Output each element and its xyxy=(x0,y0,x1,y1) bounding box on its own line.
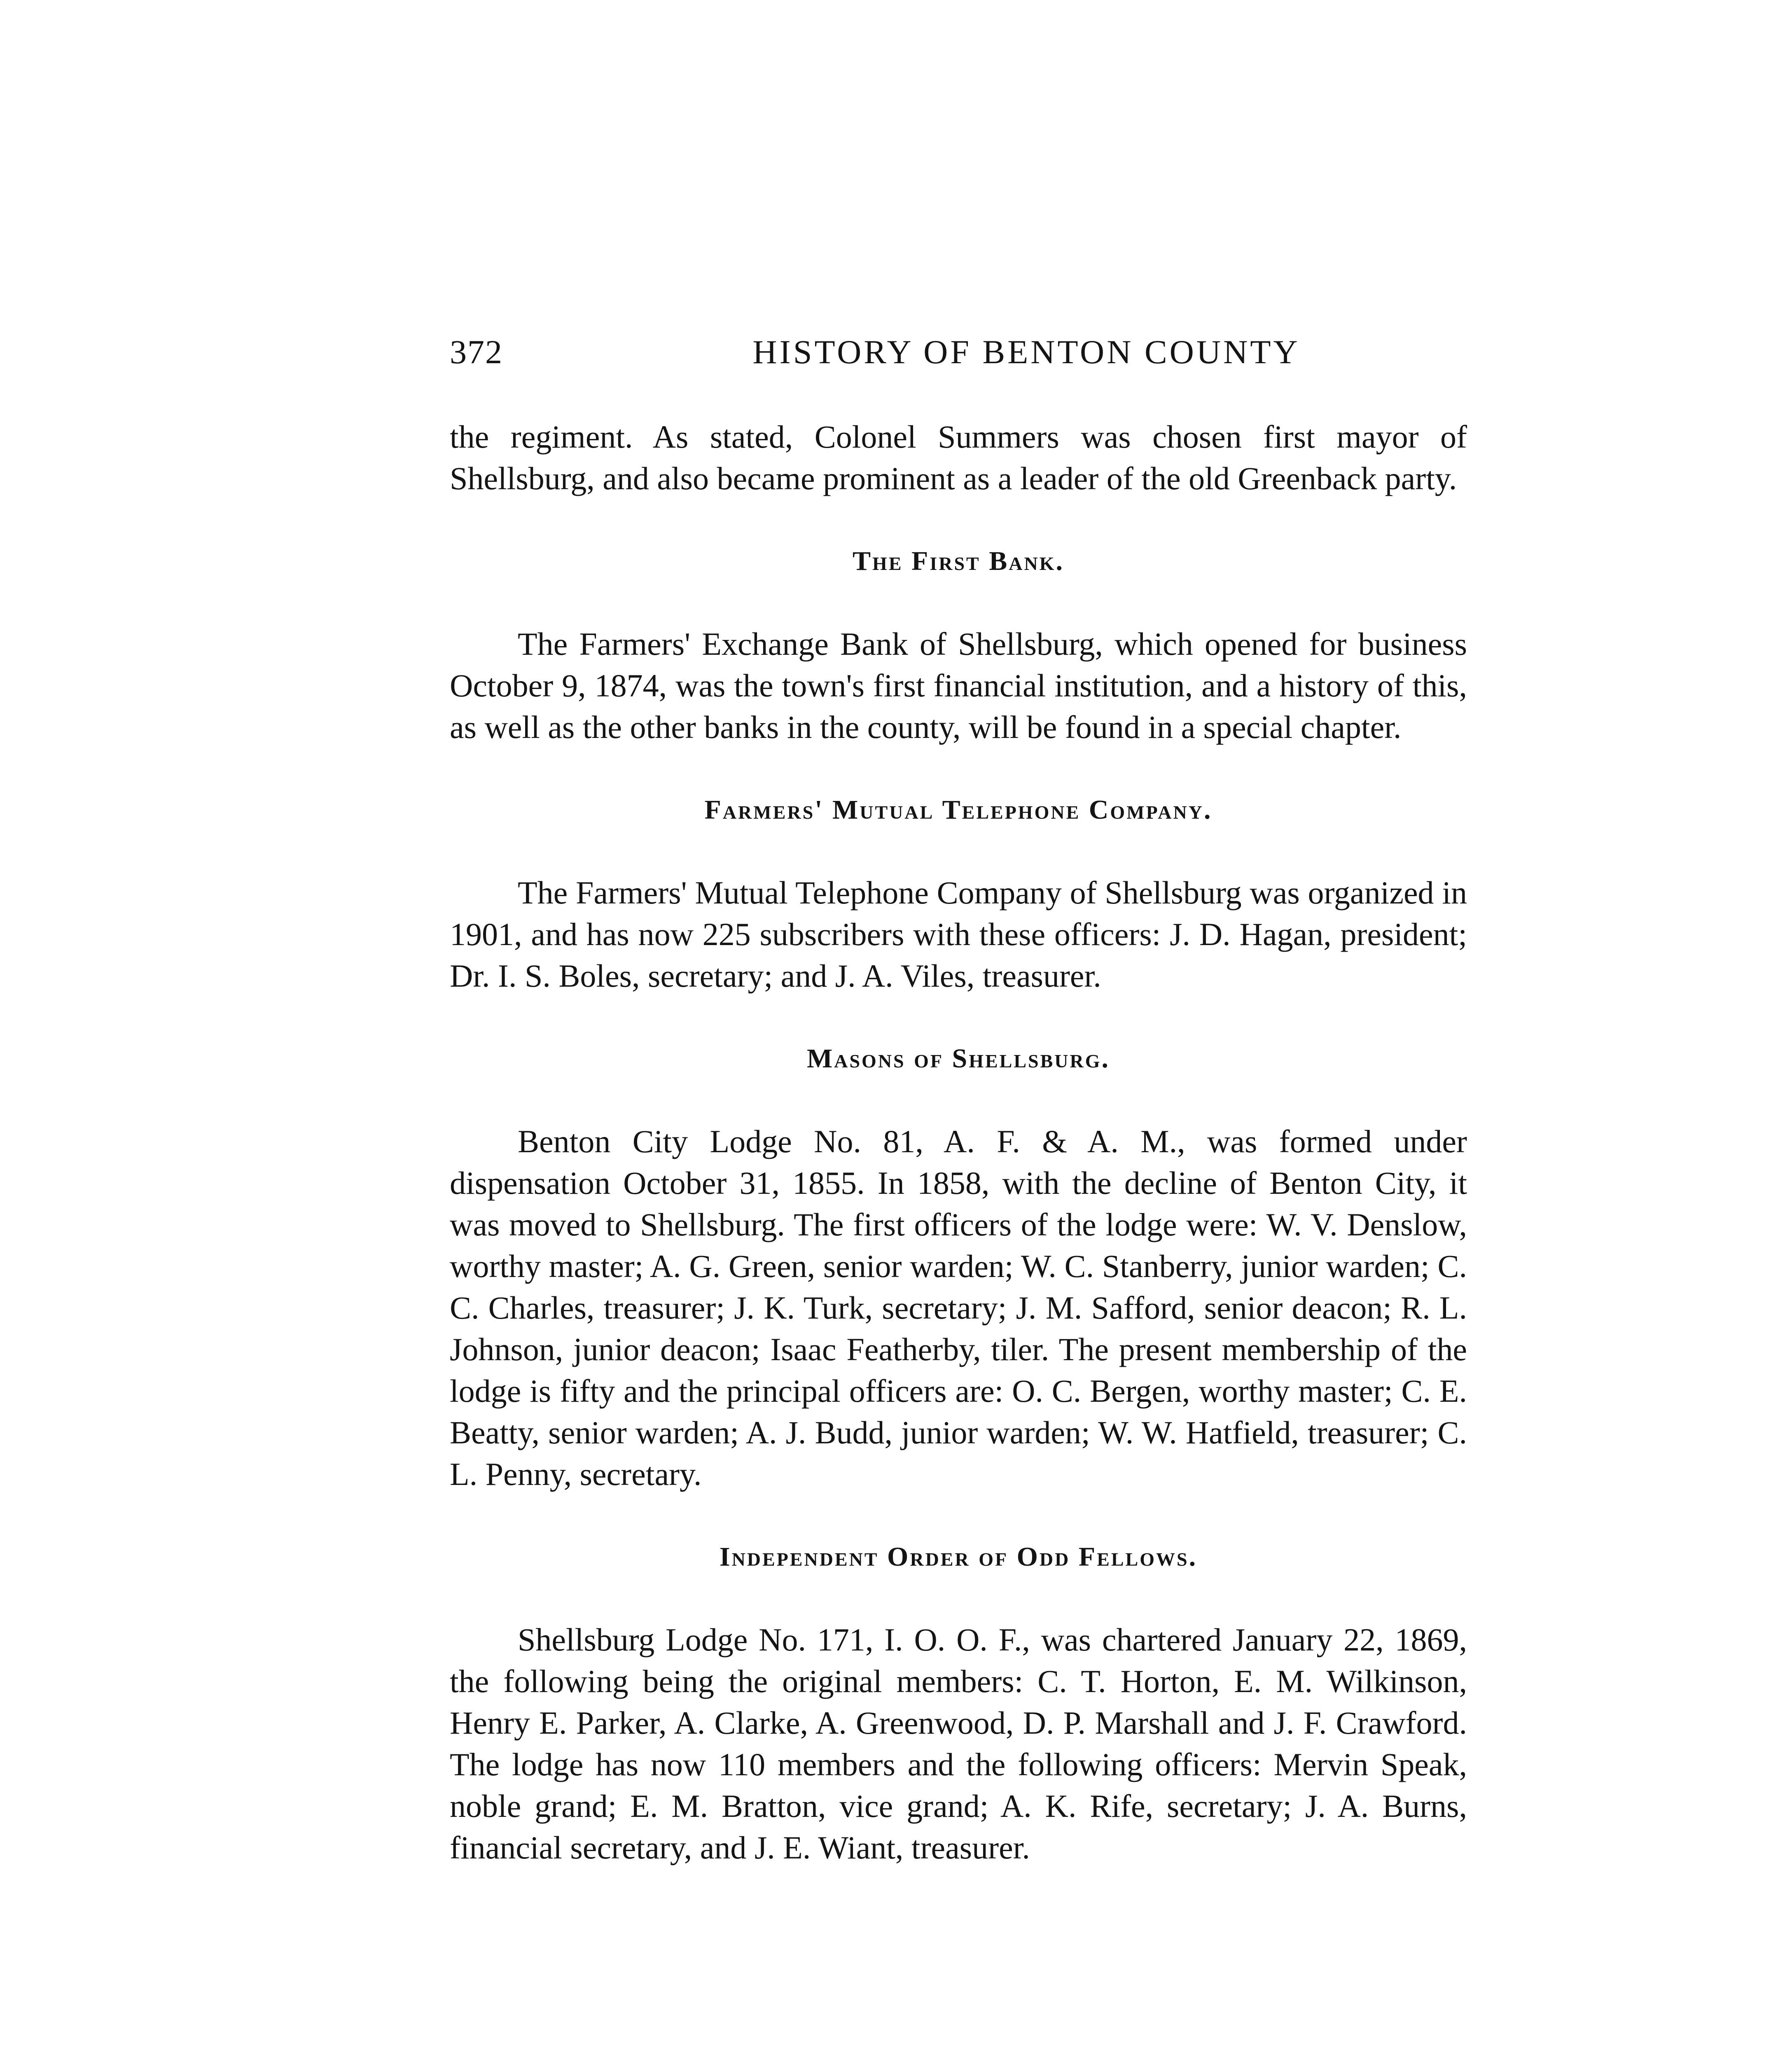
paragraph-telephone-company: The Farmers' Mutual Telephone Company of Shellsburg was organized in 1901, and has now 225 subscribers with these officers: J. D. Hagan, president; Dr. I. S. Boles, secretary; and J. A. Viles, treasurer. xyxy=(450,875,1467,994)
continuation-paragraph: the regiment. As stated, Colonel Summers was chosen first mayor of Shellsburg, and also became prominent as a leader of the old Greenback party. xyxy=(450,419,1467,496)
section-heading-first-bank: The First Bank. xyxy=(853,546,1064,576)
page-number: 372 xyxy=(450,333,503,371)
section-heading-telephone-company: Farmers' Mutual Telephone Company. xyxy=(704,795,1213,825)
text-column xyxy=(450,416,1467,1868)
running-head xyxy=(450,333,1479,378)
section-heading-masons: Masons of Shellsburg. xyxy=(806,1044,1110,1074)
paragraph-first-bank: The Farmers' Exchange Bank of Shellsburg, which opened for business October 9, 1874, was the town's first financial institution, and a history of this, as well as the other banks in the county, will be found in a special chapter. xyxy=(450,626,1467,745)
paragraph-masons: Benton City Lodge No. 81, A. F. & A. M., was formed under dispensation October 31, 1855. In 1858, with the decline of Benton City, it was moved to Shellsburg. The first officers of the lodge were: W. V. Denslow, worthy master; A. G. Green, senior warden; W. C. Stanberry, junior warden; C. C. Charles, treasurer; J. K. Turk, secretary; J. M. Safford, senior deacon; R. L. Johnson, junior deacon; Isaac Featherby, tiler. The present membership of the lodge is fifty and the principal officers are: O. C. Bergen, worthy master; C. E. Beatty, senior warden; A. J. Budd, junior warden; W. W. Hatfield, treasurer; C. L. Penny, secretary. xyxy=(450,1123,1467,1492)
running-title: HISTORY OF BENTON COUNTY xyxy=(752,333,1300,371)
paragraph-odd-fellows: Shellsburg Lodge No. 171, I. O. O. F., was chartered January 22, 1869, the following being the original members: C. T. Horton, E. M. Wilkinson, Henry E. Parker, A. Clarke, A. Greenwood, D. P. Marshall and J. F. Crawford. The lodge has now 110 members and the following officers: Mervin Speak, noble grand; E. M. Bratton, vice grand; A. K. Rife, secretary; J. A. Burns, financial secretary, and J. E. Wiant, treasurer. xyxy=(450,1622,1467,1865)
section-heading-odd-fellows: Independent Order of Odd Fellows. xyxy=(719,1542,1198,1572)
